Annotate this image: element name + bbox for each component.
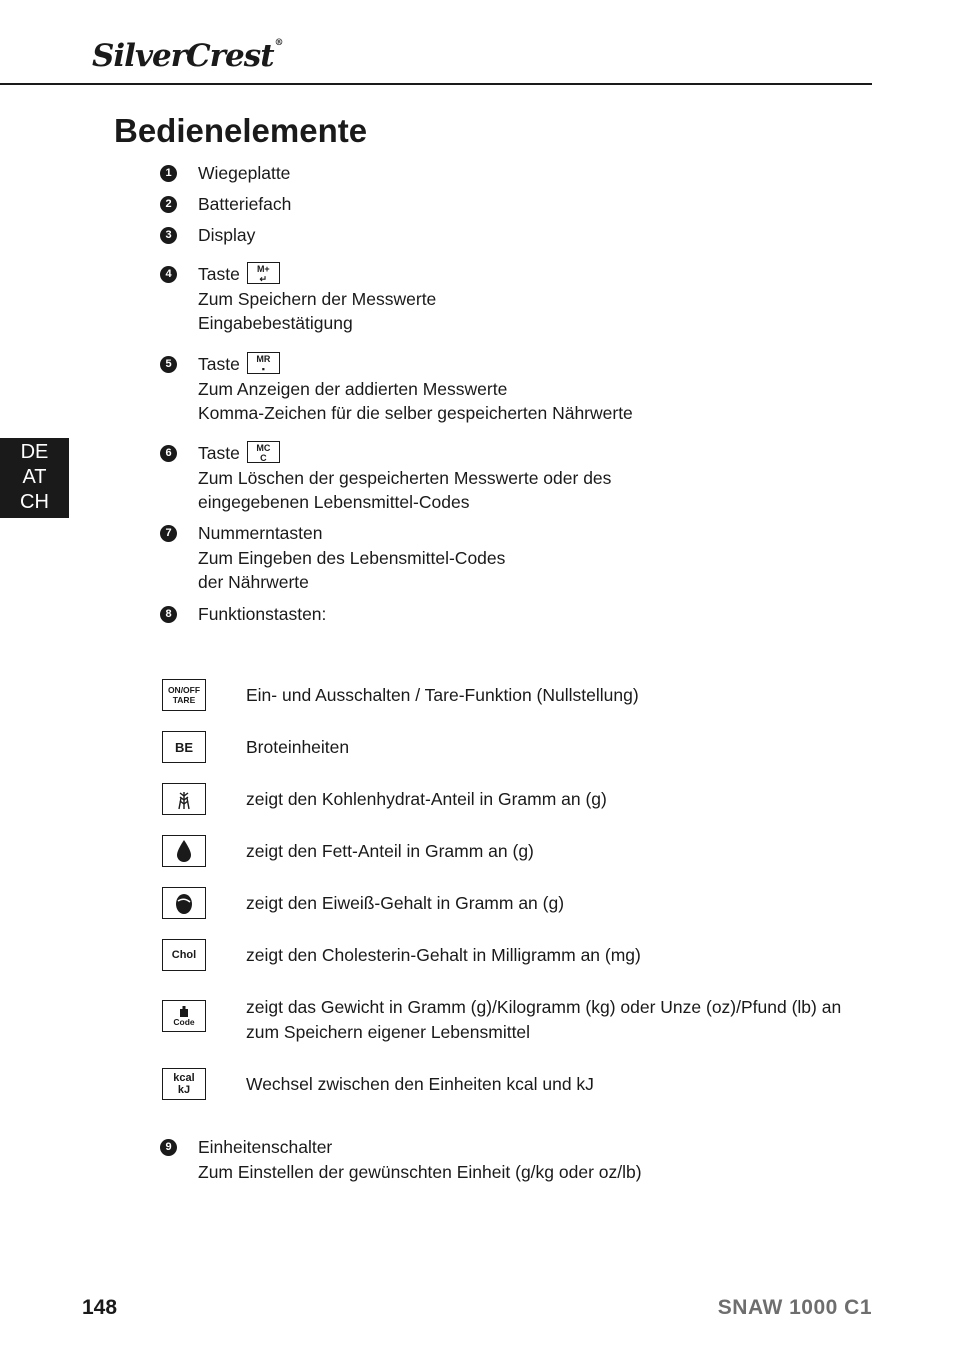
drop-icon: [162, 835, 206, 867]
function-key-desc: zeigt das Gewicht in Gramm (g)/Kilogramm (kg) oder Unze (oz)/Pfund (lb) an zum Speichern eigener Lebensmittel: [246, 997, 842, 1042]
be-key: BE: [162, 731, 206, 763]
item-text: Funktionstasten:: [198, 604, 327, 624]
page-number: 148: [82, 1296, 118, 1319]
item-text: Zum Löschen der gespeicherten Messwerte oder des: [198, 467, 612, 488]
number-badge: 8: [160, 606, 177, 623]
number-badge: 3: [160, 227, 177, 244]
lang-ch: CH: [20, 491, 49, 513]
page-title: Bedienelemente: [114, 112, 368, 149]
item-text: Eingabebestätigung: [198, 313, 353, 333]
item-prefix: Taste: [198, 354, 240, 374]
wheat-icon: [162, 783, 206, 815]
language-tab: [0, 438, 69, 518]
item-prefix: Taste: [198, 443, 240, 463]
chol-key: Chol: [162, 939, 206, 971]
item-text: Komma-Zeichen für die selber gespeicherten Nährwerte: [198, 403, 633, 423]
on-off-tare-key: ON/OFF TARE: [162, 679, 206, 711]
number-badge: 6: [160, 445, 177, 462]
m-plus-key-icon: M+ ↵: [247, 262, 280, 284]
mr-key-icon: MR ▪: [247, 352, 280, 374]
mc-key-icon: MC C: [247, 441, 280, 463]
item-text: Zum Anzeigen der addierten Messwerte: [198, 378, 508, 399]
item-text: Batteriefach: [198, 194, 292, 214]
number-badge: 5: [160, 356, 177, 373]
item-text: der Nährwerte: [198, 572, 309, 592]
function-key-desc: zeigt den Kohlenhydrat-Anteil in Gramm an (g): [246, 789, 607, 809]
item-text: Zum Speichern der Messwerte: [198, 288, 437, 309]
number-badge: 9: [160, 1139, 177, 1156]
function-key-desc: Wechsel zwischen den Einheiten kcal und kJ: [246, 1074, 594, 1094]
egg-icon: [162, 887, 206, 919]
item-text: Zum Eingeben des Lebensmittel-Codes: [198, 547, 506, 568]
model-number: SNAW 1000 C1: [717, 1296, 872, 1319]
weight-code-key: Code: [162, 1000, 206, 1032]
item-text: Einheitenschalter: [198, 1137, 333, 1157]
item-text: Wiegeplatte: [198, 163, 291, 183]
item-text: Display: [198, 225, 256, 245]
item-prefix: Taste: [198, 264, 240, 284]
function-key-desc: zeigt den Fett-Anteil in Gramm an (g): [246, 841, 534, 861]
item-text: eingegebenen Lebensmittel-Codes: [198, 492, 470, 512]
number-badge: 1: [160, 165, 177, 182]
kcal-kj-key: kcal kJ: [162, 1068, 206, 1100]
brand-logo: SilverCrest®: [92, 38, 283, 74]
header-rule: [0, 83, 872, 85]
lang-de: DE: [20, 441, 49, 463]
item-text: Nummerntasten: [198, 523, 323, 543]
number-badge: 4: [160, 266, 177, 283]
weight-icon: [179, 1006, 189, 1017]
number-badge: 7: [160, 525, 177, 542]
function-key-desc: zeigt den Cholesterin-Gehalt in Milligramm an (mg): [246, 945, 641, 965]
number-badge: 2: [160, 196, 177, 213]
lang-at: AT: [22, 466, 47, 488]
item-text: Zum Einstellen der gewünschten Einheit (g/kg oder oz/lb): [198, 1161, 642, 1182]
function-key-desc: Ein- und Ausschalten / Tare-Funktion (Nullstellung): [246, 685, 639, 705]
function-key-desc: Broteinheiten: [246, 737, 350, 757]
function-key-desc: zeigt den Eiweiß-Gehalt in Gramm an (g): [246, 893, 565, 913]
